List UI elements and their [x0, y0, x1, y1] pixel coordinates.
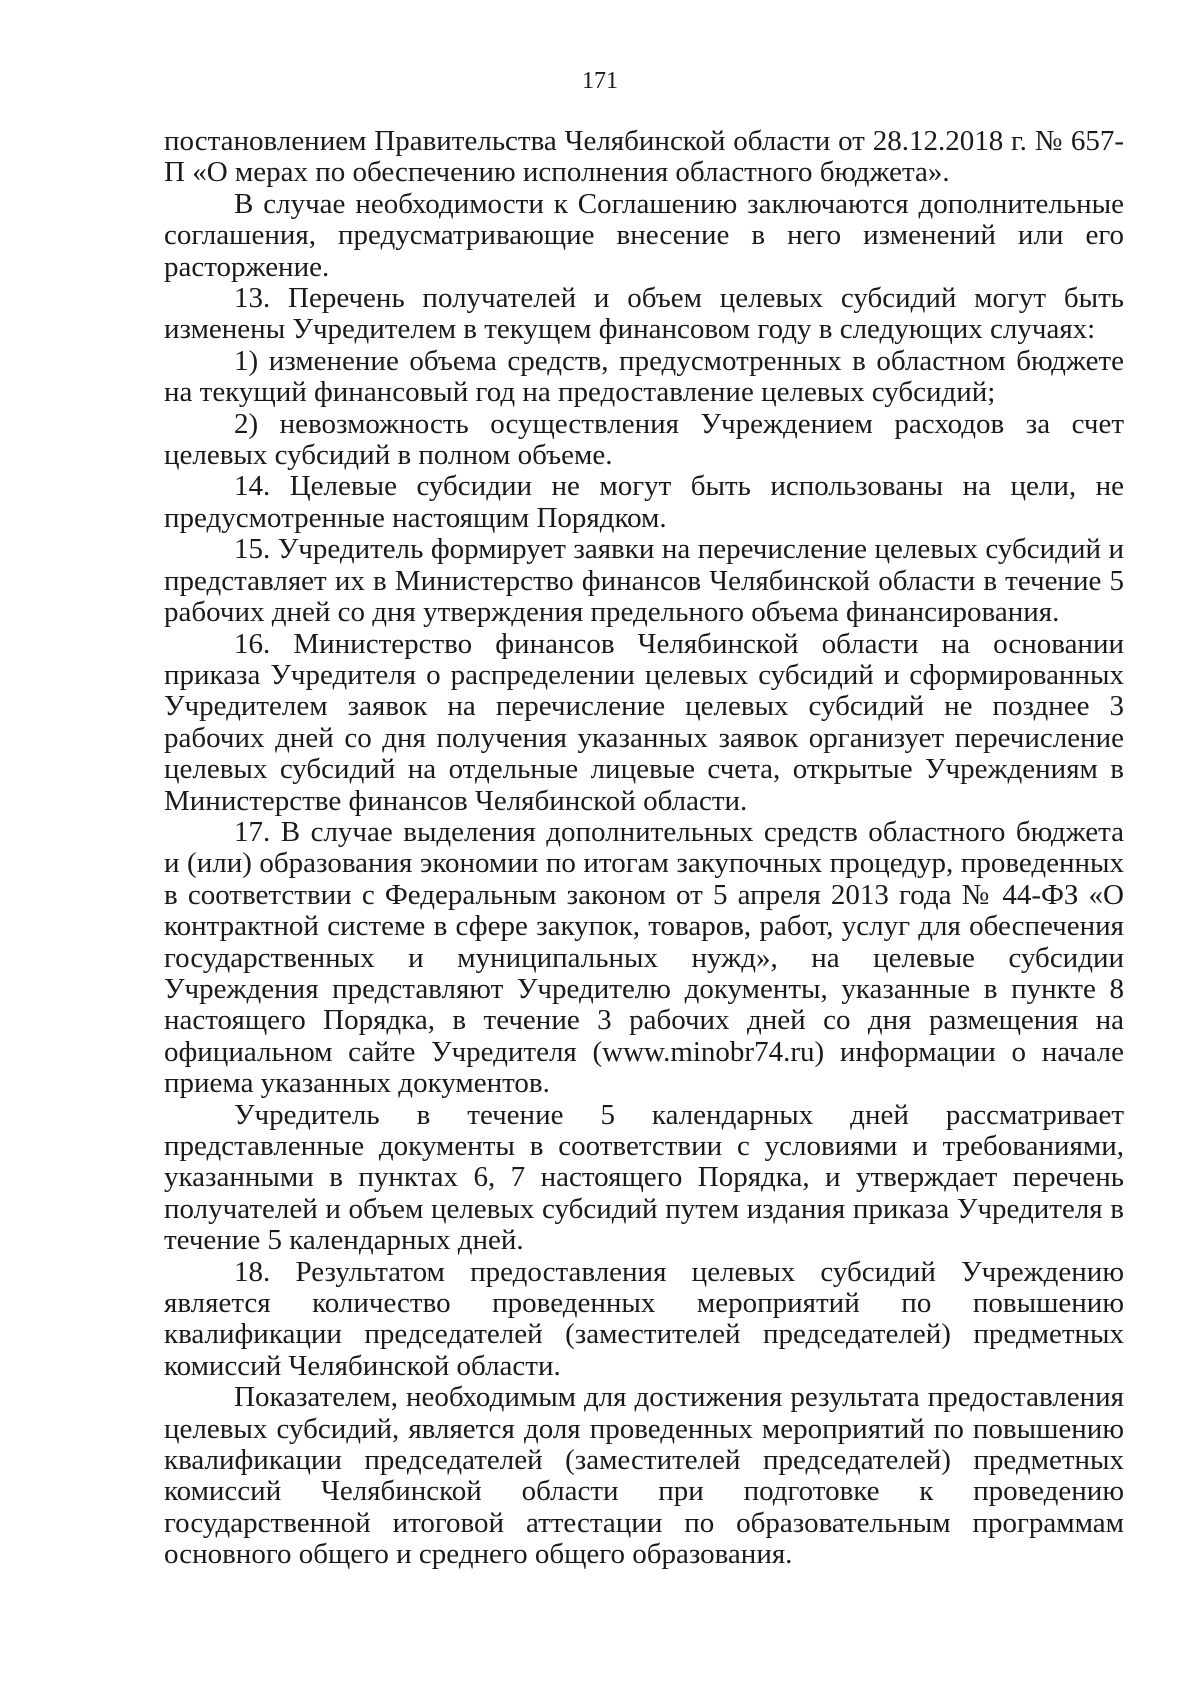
paragraph-18-indicator: Показателем, необходимым для достижения результата предоставления целевых субсидий, является доля проведенных мероприятий по повышению квалификации председателей (заместителей председателей) предметных комиссий Челябинской области при подготовке к проведению государственной итоговой аттестации по образовательным программам основного общего и среднего общего образования.: [164, 1381, 1124, 1571]
document-body: [164, 126, 1124, 1571]
page-number: 171: [582, 68, 618, 94]
paragraph-agreement-changes: В случае необходимости к Соглашению заключаются дополнительные соглашения, предусматривающие внесение в него изменений или его расторжение.: [164, 187, 1124, 283]
paragraph-15: 15. Учредитель формирует заявки на перечисление целевых субсидий и представляет их в Министерство финансов Челябинской области в течение 5 рабочих дней со дня утверждения предельного объема финансирования.: [164, 533, 1124, 629]
paragraph-18: 18. Результатом предоставления целевых субсидий Учреждению является количество проведенных мероприятий по повышению квалификации председателей (заместителей председателей) предметных комиссий Челябинской области.: [164, 1255, 1124, 1382]
paragraph-13: 13. Перечень получателей и объем целевых субсидий могут быть изменены Учредителем в текущем финансовом году в следующих случаях:: [164, 282, 1124, 346]
paragraph-13-item-2: 2) невозможность осуществления Учреждением расходов за счет целевых субсидий в полном объеме.: [164, 407, 1124, 472]
paragraph-16: 16. Министерство финансов Челябинской области на основании приказа Учредителя о распределении целевых субсидий и сформированных Учредителем заявок на перечисление целевых субсидий не позднее 3 рабочих дней со дня получения указанных заявок организует перечисление целевых субсидий на отдельные лицевые счета, открытые Учреждениям в Министерстве финансов Челябинской области.: [164, 627, 1124, 817]
paragraph-17: 17. В случае выделения дополнительных средств областного бюджета и (или) образования экономии по итогам закупочных процедур, проведенных в соответствии с Федеральным законом от 5 апреля 2013 года № 44-ФЗ «О контрактной системе в сфере закупок, товаров, работ, услуг для обеспечения государственных и муниципальных нужд», на целевые субсидии Учреждения представляют Учредителю документы, указанные в пункте 8 настоящего Порядка, в течение 3 рабочих дней со дня размещения на официальном сайте Учредителя (www.minobr74.ru) информации о начале приема указанных документов.: [164, 815, 1124, 1100]
paragraph-13-item-1: 1) изменение объема средств, предусмотренных в областном бюджете на текущий финансовый год на предоставление целевых субсидий;: [164, 344, 1124, 409]
paragraph-17-review: Учредитель в течение 5 календарных дней рассматривает представленные документы в соответствии с условиями и требованиями, указанными в пунктах 6, 7 настоящего Порядка, и утверждает перечень получателей и объем целевых субсидий путем издания приказа Учредителя в течение 5 календарных дней.: [164, 1098, 1124, 1257]
paragraph-14: 14. Целевые субсидии не могут быть использованы на цели, не предусмотренные настоящим Порядком.: [164, 470, 1124, 534]
paragraph-continuation: постановлением Правительства Челябинской области от 28.12.2018 г. № 657-П «О мерах по обеспечению исполнения областного бюджета».: [164, 125, 1124, 189]
